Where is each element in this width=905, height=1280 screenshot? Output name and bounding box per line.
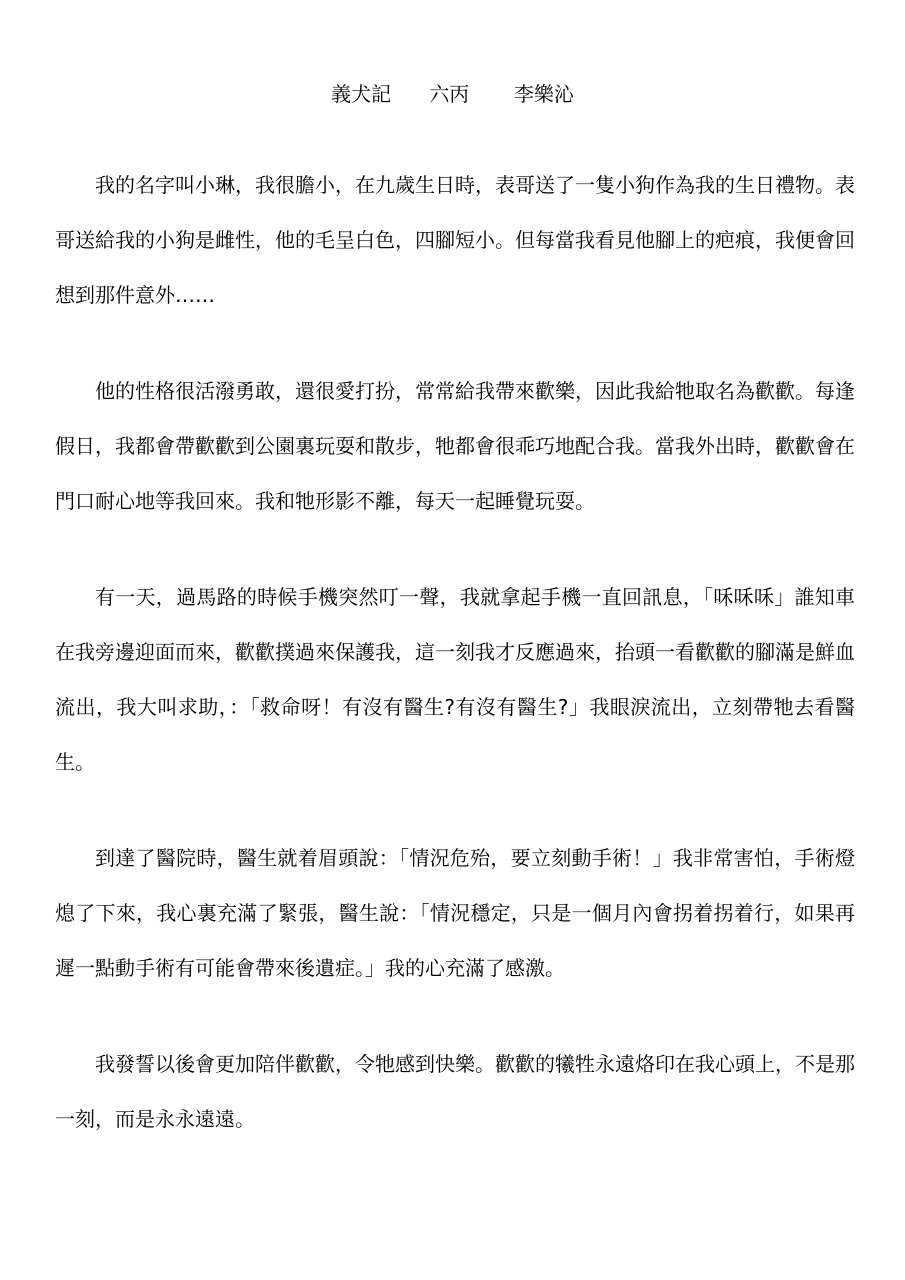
essay-title: 義犬記 — [331, 82, 392, 106]
paragraph-2: 他的性格很活潑勇敢，還很愛打扮，常常給我帶來歡樂，因此我給牠取名為歡歡。每逢假日，我都會帶歡歡到公園裏玩耍和散步，牠都會很乖巧地配合我。當我外出時，歡歡會在門口耐心地等我回來。我和牠形影不離，每天一起睡覺玩耍。 — [55, 379, 855, 513]
paragraph-4: 到達了醫院時，醫生就着眉頭說：「情況危殆，要立刻動手術！」我非常害怕，手術燈熄了下來，我心裏充滿了緊張，醫生說：「情況穩定，只是一個月內會拐着拐着行，如果再遲一點動手術有可能會帶來後遺症。」我的心充滿了感激。 — [55, 846, 855, 980]
paragraph-5: 我發誓以後會更加陪伴歡歡，令牠感到快樂。歡歡的犧牲永遠烙印在我心頭上，不是那一刻，而是永永遠遠。 — [55, 1052, 855, 1131]
author-name: 李樂沁 — [513, 82, 574, 106]
class-name: 六丙 — [429, 82, 470, 106]
paragraph-3: 有一天，過馬路的時候手機突然叮一聲，我就拿起手機一直回訊息，「咊咊咊」誰知車在我旁邊迎面而來，歡歡撲過來保護我，這一刻我才反應過來，抬頭一看歡歡的腳滿是鮮血流出，我大叫求助，：「救命呀！有沒有醫生?有沒有醫生?」我眼淚流出，立刻帶牠去看醫生。 — [55, 585, 855, 774]
paragraph-1: 我的名字叫小琳，我很膽小，在九歲生日時，表哥送了一隻小狗作為我的生日禮物。表哥送給我的小狗是雌性，他的毛呈白色，四腳短小。但每當我看見他腳上的疤痕，我便會回想到那件意外…… — [55, 173, 855, 307]
essay-body — [55, 158, 855, 1188]
title-line — [0, 80, 905, 108]
